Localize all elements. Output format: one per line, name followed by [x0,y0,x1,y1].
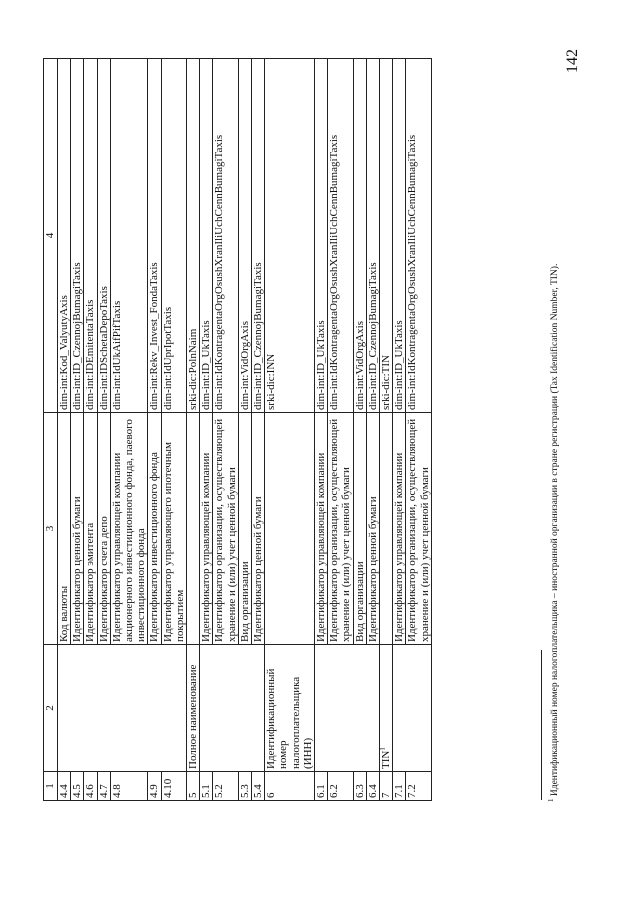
row-number: 6.2 [328,772,353,801]
row-dimension [380,413,393,645]
page-number: 142 [564,49,581,73]
row-name: Полное наименование [187,645,200,772]
row-number: 6 [265,772,315,801]
row-number: 5.4 [252,772,265,801]
table-row [97,59,110,801]
table-row [110,59,148,801]
row-dimension: Идентификатор ценной бумаги [366,413,379,645]
row-element: srki-dic:TIN [380,59,393,413]
row-number: 4.7 [97,772,110,801]
table-row [58,59,71,801]
row-element: dim-int:VidOrgAxis [353,59,366,413]
row-element: dim-int:ID_UkTaxis [315,59,328,413]
row-element: dim-int:ID_CzennojBumagiTaxis [71,59,84,413]
footnote-ref: 1 [378,747,387,751]
row-dimension: Вид организации [353,413,366,645]
row-element: srki-dic:PolnNaim [187,59,200,413]
row-name [315,645,328,772]
footnote-text: Идентификационный номер налогоплательщика – иностранной организации в стране регистрации (Tax Identification Number, TIN). [550,263,560,797]
footnote-marker: 1 [546,798,555,802]
row-name [380,645,393,772]
row-number: 6.3 [353,772,366,801]
footnote-divider [541,650,542,800]
row-dimension: Идентификатор организации, осуществляющей хранение и (или) учет ценной бумаги [213,413,238,645]
row-dimension: Код валюты [58,413,71,645]
row-dimension: Идентификатор ценной бумаги [252,413,265,645]
mapping-table [43,58,432,801]
table-row [71,59,84,801]
table-row [161,59,186,801]
row-dimension: Идентификатор счета депо [97,413,110,645]
row-element: dim-int:VidOrgAxis [238,59,251,413]
row-number: 5.1 [200,772,213,801]
row-name [58,645,71,772]
table-row [84,59,97,801]
table-row [328,59,353,801]
row-name [97,645,110,772]
row-name [148,645,161,772]
table-row [238,59,251,801]
row-element: dim-int:ID_UkTaxis [393,59,406,413]
header-col-3: 3 [44,413,58,645]
row-element: srki-dic:INN [265,59,315,413]
row-number: 4.8 [110,772,148,801]
row-name [110,645,148,772]
table-row [213,59,238,801]
row-dimension: Идентификатор ценной бумаги [71,413,84,645]
row-element: dim-int:IdKontragentaOrgOsushXranIliUchCennBumagiTaxis [328,59,353,413]
table-row [380,59,393,801]
row-number: 7 [380,772,393,801]
row-name [353,645,366,772]
row-name [406,645,431,772]
header-col-2: 2 [44,645,58,772]
row-element: dim-int:Rekv_Invest_FondaTaxis [148,59,161,413]
row-name [393,645,406,772]
table-row [393,59,406,801]
table-row [252,59,265,801]
row-name [84,645,97,772]
row-element: dim-int:IdKontragentaOrgOsushXranIliUchCennBumagiTaxis [406,59,431,413]
row-number: 4.10 [161,772,186,801]
row-element: dim-int:ID_CzennojBumagiTaxis [366,59,379,413]
row-name [213,645,238,772]
table-row [200,59,213,801]
table-row [366,59,379,801]
row-number: 4.9 [148,772,161,801]
row-number: 7.2 [406,772,431,801]
footnote [546,42,561,802]
row-name [252,645,265,772]
table-header-row [44,59,58,801]
row-number: 5.3 [238,772,251,801]
row-dimension: Идентификатор эмитента [84,413,97,645]
row-number: 5 [187,772,200,801]
row-element: dim-int:IdUkAifPifTaxis [110,59,148,413]
table-row [406,59,431,801]
row-dimension: Идентификатор управляющей компании [200,413,213,645]
row-dimension [187,413,200,645]
row-number: 5.2 [213,772,238,801]
row-dimension: Идентификатор управляющей компании акционерного инвестиционного фонда, паевого инвестиционного фонда [110,413,148,645]
row-name [200,645,213,772]
row-number: 4.4 [58,772,71,801]
table-row [353,59,366,801]
row-name [238,645,251,772]
table-row [148,59,161,801]
row-dimension: Идентификатор организации, осуществляющей хранение и (или) учет ценной бумаги [328,413,353,645]
header-col-4: 4 [44,59,58,413]
row-element: dim-int:IdUprIpotTaxis [161,59,186,413]
row-element: dim-int:IdKontragentaOrgOsushXranIliUchCennBumagiTaxis [213,59,238,413]
row-dimension: Идентификатор организации, осуществляющей хранение и (или) учет ценной бумаги [406,413,431,645]
table-row [265,59,315,801]
row-dimension: Идентификатор инвестиционного фонда [148,413,161,645]
table-row [187,59,200,801]
row-dimension: Идентификатор управляющего ипотечным покрытием [161,413,186,645]
row-number: 4.6 [84,772,97,801]
row-number: 6.1 [315,772,328,801]
row-dimension: Идентификатор управляющей компании [393,413,406,645]
row-element: dim-int:ID_UkTaxis [200,59,213,413]
header-col-1: 1 [44,772,58,801]
row-number: 4.5 [71,772,84,801]
row-name [71,645,84,772]
row-element: dim-int:ID_CzennojBumagiTaxis [252,59,265,413]
tin-label: TIN [380,750,393,769]
row-dimension [265,413,315,645]
row-number: 6.4 [366,772,379,801]
row-number: 7.1 [393,772,406,801]
row-dimension: Вид организации [238,413,251,645]
row-element: dim-int:IDSchetaDepoTaxis [97,59,110,413]
row-name: Идентификационный номер налогоплательщика (ИНН) [265,645,315,772]
row-name [366,645,379,772]
row-name [328,645,353,772]
row-dimension: Идентификатор управляющей компании [315,413,328,645]
row-element: dim-int:Kod_ValyutyAxis [58,59,71,413]
row-name [161,645,186,772]
row-element: dim-int:IDEmitentaTaxis [84,59,97,413]
table-row [315,59,328,801]
